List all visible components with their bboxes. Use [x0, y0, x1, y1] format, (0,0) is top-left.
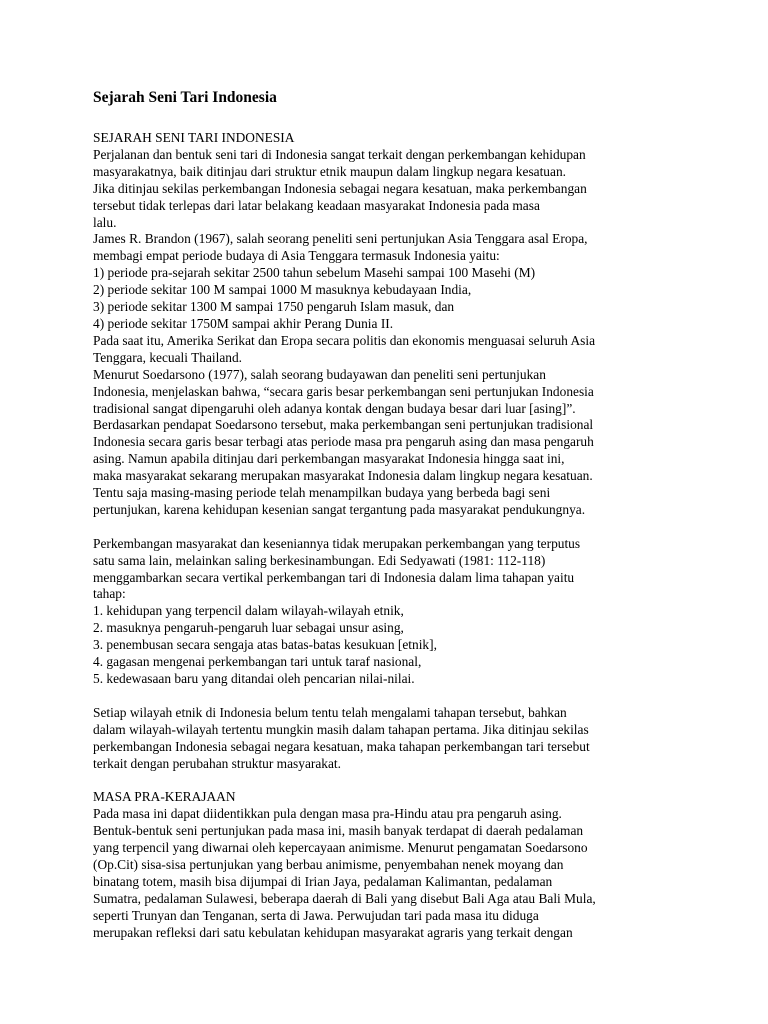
text-line: Tentu saja masing-masing periode telah menampilkan budaya yang berbeda bagi seni [93, 485, 551, 501]
text-line: menggambarkan secara vertikal perkembangan tari di Indonesia dalam lima tahapan yaitu [93, 569, 575, 585]
text-line: masyarakatnya, baik ditinjau dari struktur etnik maupun dalam lingkup negara kesatuan. [93, 163, 566, 179]
text-line: satu sama lain, melainkan saling berkesinambungan. Edi Sedyawati (1981: 112-118) [93, 552, 546, 568]
text-line: 4. gagasan mengenai perkembangan tari untuk taraf nasional, [93, 654, 422, 670]
document-body [93, 130, 733, 941]
text-line: tahap: [93, 586, 126, 602]
text-line: 5. kedewasaan baru yang ditandai oleh pencarian nilai-nilai. [93, 670, 415, 686]
text-line: Menurut Soedarsono (1977), salah seorang budayawan dan peneliti seni pertunjukan [93, 366, 546, 382]
text-line: 2) periode sekitar 100 M sampai 1000 M masuknya kebudayaan India, [93, 282, 472, 298]
text-line: 4) periode sekitar 1750M sampai akhir Perang Dunia II. [93, 315, 394, 331]
text-line: Perkembangan masyarakat dan keseniannya tidak merupakan perkembangan yang terputus [93, 535, 581, 551]
text-line: Jika ditinjau sekilas perkembangan Indonesia sebagai negara kesatuan, maka perkembangan [93, 180, 587, 196]
text-line: Pada saat itu, Amerika Serikat dan Eropa secara politis dan ekonomis menguasai seluruh Asia [93, 332, 596, 348]
text-line: Tenggara, kecuali Thailand. [93, 349, 243, 365]
text-line: Indonesia secara garis besar terbagi atas periode masa pra pengaruh asing dan masa pengaruh [93, 434, 594, 450]
text-line: 3) periode sekitar 1300 M sampai 1750 pengaruh Islam masuk, dan [93, 299, 455, 315]
text-line: Indonesia, menjelaskan bahwa, “secara garis besar perkembangan seni pertunjukan Indonesia [93, 383, 594, 399]
text-line: Bentuk-bentuk seni pertunjukan pada masa ini, masih banyak terdapat di daerah pedalaman [93, 823, 584, 839]
text-line: pertunjukan, karena kehidupan kesenian sangat tergantung pada masyarakat pendukungnya. [93, 501, 586, 517]
text-line: James R. Brandon (1967), salah seorang peneliti seni pertunjukan Asia Tenggara asal Eropa, [93, 231, 588, 247]
text-line: Sumatra, pedalaman Sulawesi, beberapa daerah di Bali yang disebut Bali Aga atau Bali Mula, [93, 890, 596, 906]
text-line: perkembangan Indonesia sebagai negara kesatuan, maka tahapan perkembangan tari tersebut [93, 738, 590, 754]
text-line: Pada masa ini dapat diidentikkan pula dengan masa pra-Hindu atau pra pengaruh asing. [93, 806, 562, 822]
text-line: seperti Trunyan dan Tenganan, serta di Jawa. Perwujudan tari pada masa itu diduga [93, 907, 539, 923]
text-line: (Op.Cit) sisa-sisa pertunjukan yang berbau animisme, penyembahan nenek moyang dan [93, 856, 564, 872]
text-line: 2. masuknya pengaruh-pengaruh luar sebagai unsur asing, [93, 620, 404, 636]
text-line: yang terpencil yang diwarnai oleh kepercayaan animisme. Menurut pengamatan Soedarsono [93, 840, 588, 856]
document-page [93, 88, 733, 941]
paragraph-gap [93, 772, 733, 789]
text-line: merupakan refleksi dari satu kebulatan kehidupan masyarakat agraris yang terkait dengan [93, 924, 573, 940]
text-line: terkait dengan perubahan struktur masyarakat. [93, 755, 342, 771]
text-line: maka masyarakat sekarang merupakan masyarakat Indonesia dalam lingkup negara kesatuan. [93, 468, 593, 484]
text-line: SEJARAH SENI TARI INDONESIA [93, 130, 295, 145]
text-line: Setiap wilayah etnik di Indonesia belum tentu telah mengalami tahapan tersebut, bahkan [93, 704, 567, 720]
text-line: dalam wilayah-wilayah tertentu mungkin masih dalam tahapan pertama. Jika ditinjau sekilas [93, 721, 589, 737]
text-line: lalu. [93, 214, 117, 230]
text-line: Berdasarkan pendapat Soedarsono tersebut, maka perkembangan seni pertunjukan tradisional [93, 417, 594, 433]
text-line: 1. kehidupan yang terpencil dalam wilayah-wilayah etnik, [93, 603, 404, 619]
text-line: 1) periode pra-sejarah sekitar 2500 tahun sebelum Masehi sampai 100 Masehi (M) [93, 265, 536, 281]
text-line: 3. penembusan secara sengaja atas batas-batas kesukuan [etnik], [93, 637, 437, 653]
text-line: binatang totem, masih bisa dijumpai di Irian Jaya, pedalaman Kalimantan, pedalaman [93, 873, 553, 889]
text-line: tersebut tidak terlepas dari latar belakang keadaan masyarakat Indonesia pada masa [93, 197, 540, 213]
text-line: Perjalanan dan bentuk seni tari di Indonesia sangat terkait dengan perkembangan kehidupan [93, 146, 586, 162]
text-line: MASA PRA-KERAJAAN [93, 789, 236, 805]
text-line: membagi empat periode budaya di Asia Tenggara termasuk Indonesia yaitu: [93, 248, 500, 264]
paragraph-gap [93, 519, 733, 536]
text-line: asing. Namun apabila ditinjau dari perkembangan masyarakat Indonesia hingga saat ini, [93, 451, 565, 467]
document-title: Sejarah Seni Tari Indonesia [93, 89, 277, 106]
paragraph-gap [93, 688, 733, 705]
text-line: tradisional sangat dipengaruhi oleh adanya kontak dengan budaya besar dari luar [asing]”. [93, 400, 576, 416]
